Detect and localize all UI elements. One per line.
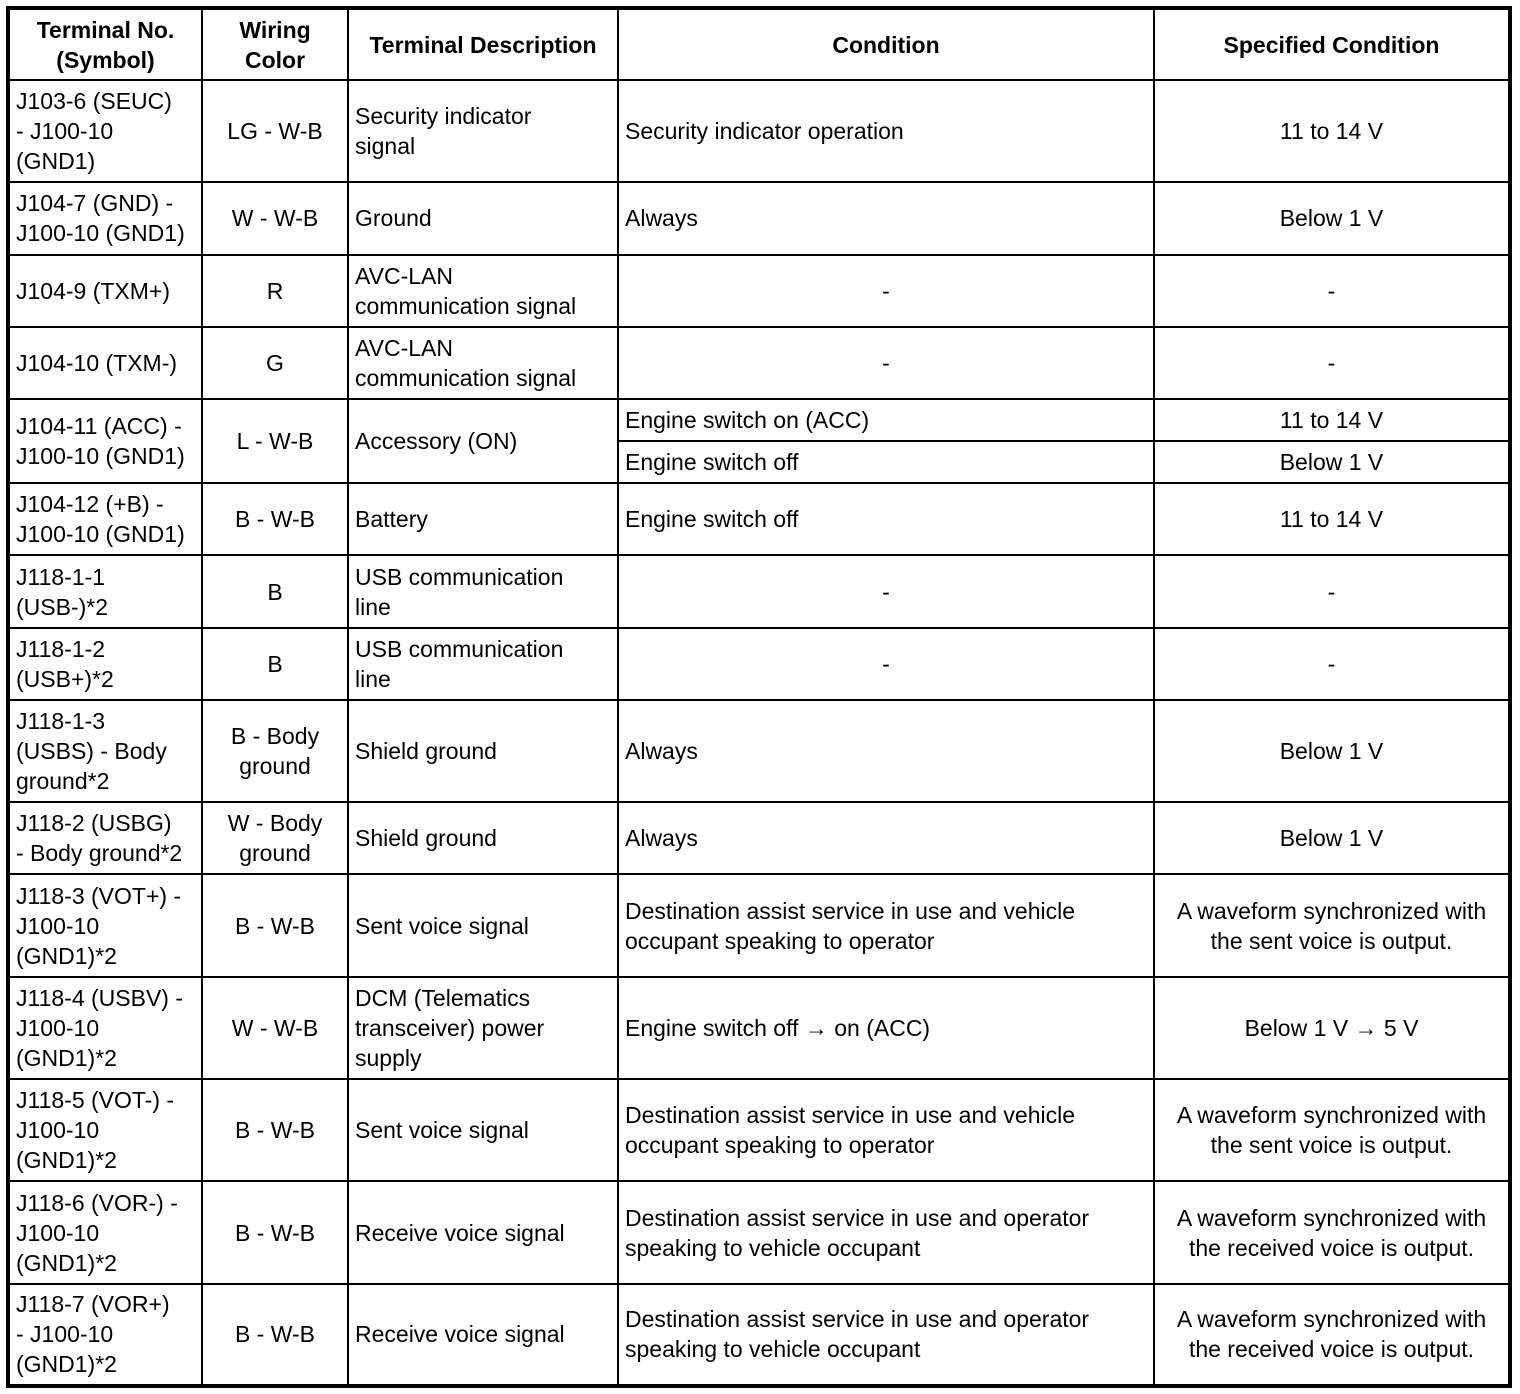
wiring-color-cell: L - W-B (202, 399, 348, 483)
terminal-cell: J104-9 (TXM+) (8, 255, 202, 327)
specified-condition-cell: - (1154, 628, 1510, 700)
description-cell: Sent voice signal (348, 1079, 618, 1181)
description-cell: Accessory (ON) (348, 399, 618, 483)
condition-cell: Destination assist service in use and vehicle occupant speaking to operator (618, 874, 1154, 976)
wiring-color-cell: LG - W-B (202, 80, 348, 182)
description-cell: Receive voice signal (348, 1181, 618, 1283)
terminal-cell: J118-5 (VOT-) - J100-10 (GND1)*2 (8, 1079, 202, 1181)
header-specified-condition: Specified Condition (1154, 8, 1510, 80)
header-condition: Condition (618, 8, 1154, 80)
table-row (8, 182, 1510, 254)
wiring-color-cell: W - Body ground (202, 802, 348, 874)
table-row (8, 399, 1510, 441)
table-row (8, 483, 1510, 555)
specified-condition-cell: Below 1 V (1154, 700, 1510, 802)
condition-cell: - (618, 255, 1154, 327)
condition-cell: - (618, 327, 1154, 399)
condition-cell: Engine switch on (ACC) (618, 399, 1154, 441)
condition-cell: Destination assist service in use and vehicle occupant speaking to operator (618, 1079, 1154, 1181)
terminal-cell: J104-7 (GND) - J100-10 (GND1) (8, 182, 202, 254)
condition-cell: Security indicator operation (618, 80, 1154, 182)
terminal-cell: J118-6 (VOR-) - J100-10 (GND1)*2 (8, 1181, 202, 1283)
description-cell: AVC-LAN communication signal (348, 255, 618, 327)
wiring-color-cell: B - W-B (202, 1181, 348, 1283)
table-row (8, 80, 1510, 182)
condition-cell: Engine switch off (618, 483, 1154, 555)
description-cell: Sent voice signal (348, 874, 618, 976)
specified-condition-cell: A waveform synchronized with the sent voice is output. (1154, 874, 1510, 976)
condition-cell: Always (618, 802, 1154, 874)
terminal-cell: J118-1-2 (USB+)*2 (8, 628, 202, 700)
condition-cell: Destination assist service in use and operator speaking to vehicle occupant (618, 1284, 1154, 1386)
terminal-table (6, 6, 1512, 1388)
table-row (8, 628, 1510, 700)
description-cell: Shield ground (348, 700, 618, 802)
table-row (8, 977, 1510, 1079)
wiring-color-cell: B - W-B (202, 483, 348, 555)
specified-condition-cell: - (1154, 555, 1510, 627)
header-row (8, 8, 1510, 80)
description-cell: USB communication line (348, 555, 618, 627)
terminal-cell: J118-4 (USBV) - J100-10 (GND1)*2 (8, 977, 202, 1079)
description-cell: Shield ground (348, 802, 618, 874)
specified-condition-cell: Below 1 V (1154, 802, 1510, 874)
condition-cell: Always (618, 182, 1154, 254)
terminal-cell: J103-6 (SEUC) - J100-10 (GND1) (8, 80, 202, 182)
wiring-color-cell: W - W-B (202, 182, 348, 254)
terminal-cell: J118-1-3 (USBS) - Body ground*2 (8, 700, 202, 802)
specified-condition-cell: - (1154, 255, 1510, 327)
terminal-cell: J104-11 (ACC) - J100-10 (GND1) (8, 399, 202, 483)
specified-condition-cell: 11 to 14 V (1154, 483, 1510, 555)
terminal-cell: J118-1-1 (USB-)*2 (8, 555, 202, 627)
specified-condition-cell: A waveform synchronized with the received voice is output. (1154, 1284, 1510, 1386)
description-cell: Receive voice signal (348, 1284, 618, 1386)
wiring-color-cell: B - W-B (202, 1079, 348, 1181)
condition-cell: Engine switch off → on (ACC) (618, 977, 1154, 1079)
wiring-color-cell: B (202, 555, 348, 627)
terminal-cell: J118-2 (USBG) - Body ground*2 (8, 802, 202, 874)
wiring-color-cell: W - W-B (202, 977, 348, 1079)
description-cell: Ground (348, 182, 618, 254)
description-cell: Security indicator signal (348, 80, 618, 182)
condition-cell: - (618, 555, 1154, 627)
specified-condition-cell: A waveform synchronized with the sent voice is output. (1154, 1079, 1510, 1181)
table-row (8, 1181, 1510, 1283)
wiring-color-cell: R (202, 255, 348, 327)
condition-cell: Engine switch off (618, 441, 1154, 483)
condition-cell: Always (618, 700, 1154, 802)
header-wiring-color: Wiring Color (202, 8, 348, 80)
description-cell: Battery (348, 483, 618, 555)
table-row (8, 1284, 1510, 1386)
specified-condition-cell: Below 1 V → 5 V (1154, 977, 1510, 1079)
specified-condition-cell: A waveform synchronized with the received voice is output. (1154, 1181, 1510, 1283)
table-row (8, 555, 1510, 627)
specified-condition-cell: Below 1 V (1154, 441, 1510, 483)
table-row (8, 255, 1510, 327)
specified-condition-cell: Below 1 V (1154, 182, 1510, 254)
table-row (8, 1079, 1510, 1181)
header-terminal-description: Terminal Description (348, 8, 618, 80)
header-terminal: Terminal No. (Symbol) (8, 8, 202, 80)
wiring-color-cell: B - W-B (202, 1284, 348, 1386)
table-row (8, 802, 1510, 874)
terminal-cell: J104-12 (+B) - J100-10 (GND1) (8, 483, 202, 555)
condition-cell: Destination assist service in use and operator speaking to vehicle occupant (618, 1181, 1154, 1283)
table-row (8, 700, 1510, 802)
wiring-color-cell: B - Body ground (202, 700, 348, 802)
terminal-cell: J104-10 (TXM-) (8, 327, 202, 399)
wiring-color-cell: B - W-B (202, 874, 348, 976)
specified-condition-cell: 11 to 14 V (1154, 399, 1510, 441)
terminal-cell: J118-3 (VOT+) - J100-10 (GND1)*2 (8, 874, 202, 976)
description-cell: USB communication line (348, 628, 618, 700)
specified-condition-cell: 11 to 14 V (1154, 80, 1510, 182)
description-cell: AVC-LAN communication signal (348, 327, 618, 399)
wiring-color-cell: G (202, 327, 348, 399)
table-row (8, 874, 1510, 976)
condition-cell: - (618, 628, 1154, 700)
wiring-color-cell: B (202, 628, 348, 700)
terminal-cell: J118-7 (VOR+) - J100-10 (GND1)*2 (8, 1284, 202, 1386)
table-row (8, 327, 1510, 399)
specified-condition-cell: - (1154, 327, 1510, 399)
description-cell: DCM (Telematics transceiver) power supply (348, 977, 618, 1079)
